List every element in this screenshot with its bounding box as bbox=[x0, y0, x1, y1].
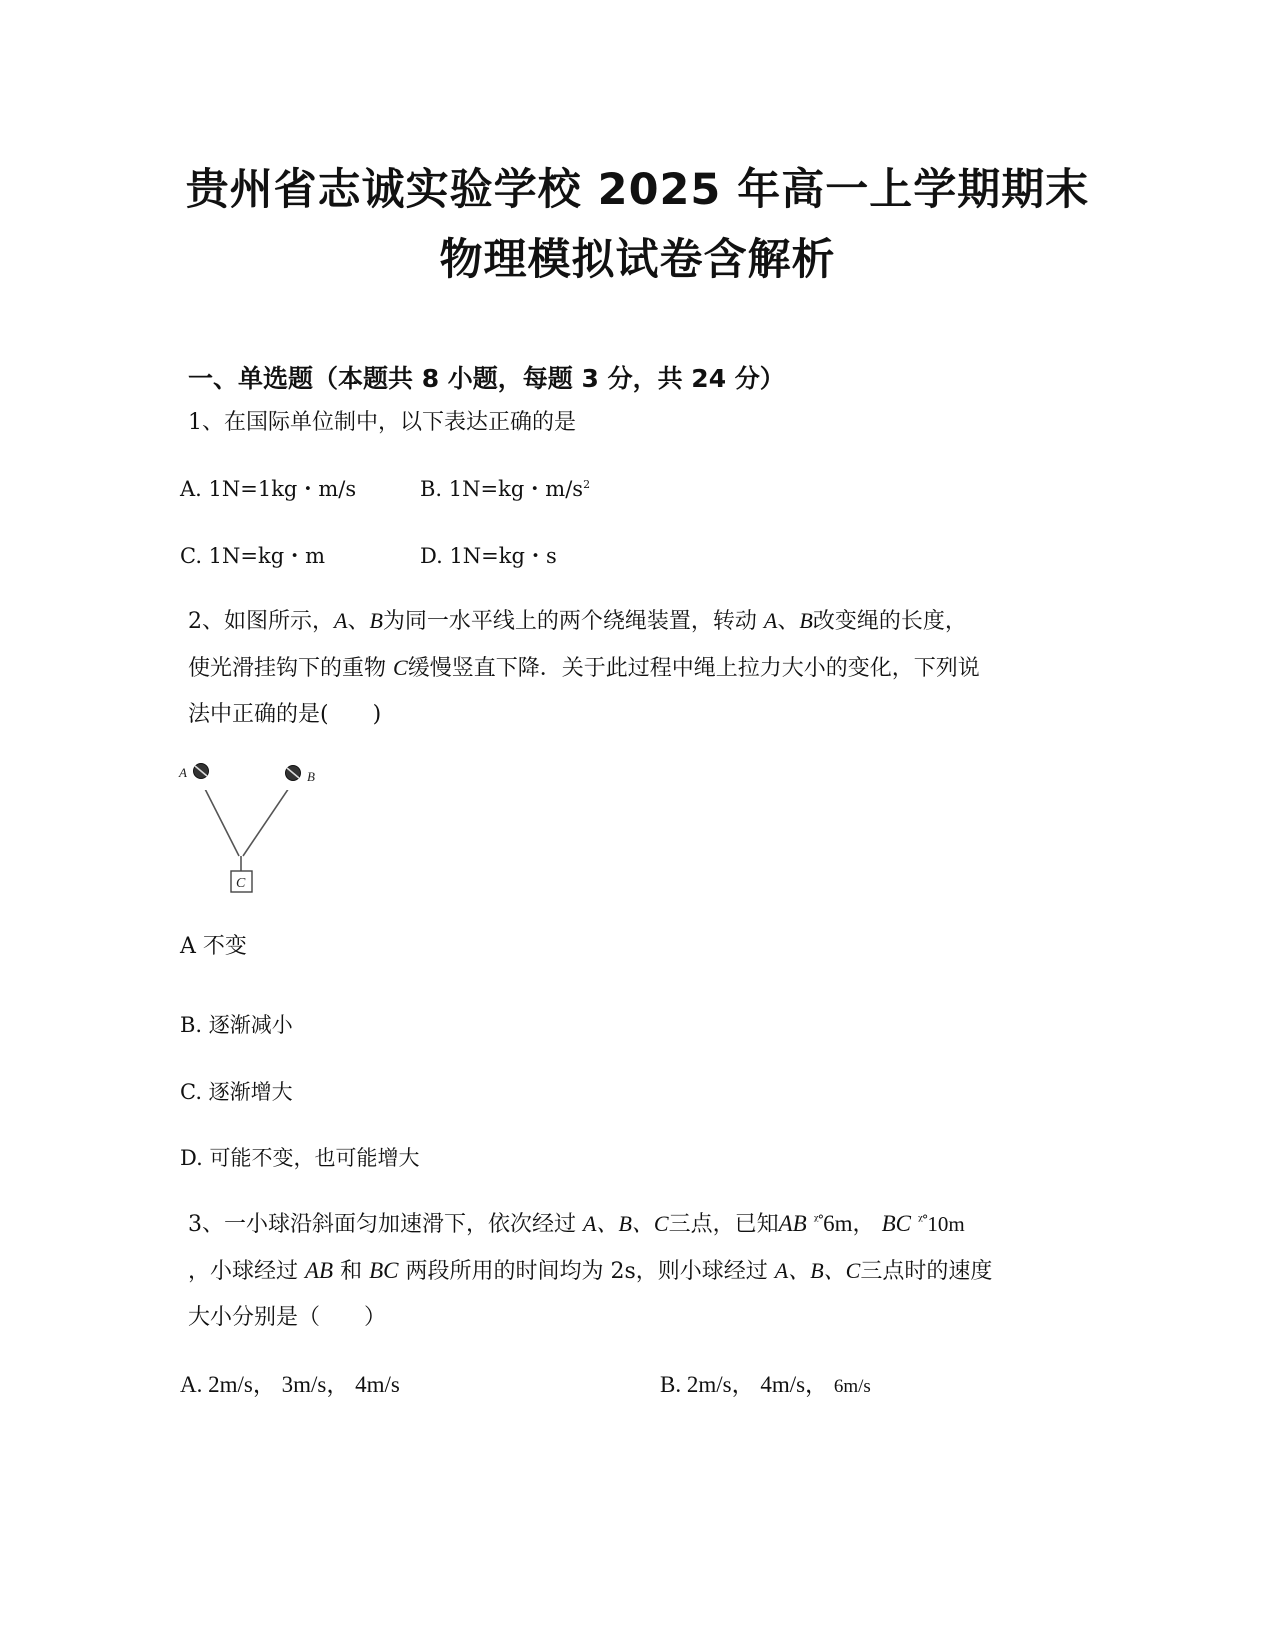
q2-var-a-2: A bbox=[763, 608, 778, 633]
q3-option-b-last: 6m/s bbox=[833, 1376, 871, 1397]
q2-sep-1: 、 bbox=[347, 609, 370, 634]
q3-ab-value: 6m bbox=[823, 1211, 853, 1236]
q1-option-a: A. 1N=1kg・m/s bbox=[180, 477, 357, 501]
q3-bc-value: 10m bbox=[927, 1212, 965, 1236]
q3-line2-post: 两段所用的时间均为 2s，则小球经过 bbox=[398, 1259, 775, 1284]
q1-option-b-text: B. 1N=kg・m/s bbox=[420, 477, 584, 501]
diagram-label-a: A bbox=[179, 765, 187, 780]
q3-bc: BC bbox=[881, 1211, 911, 1236]
q1-option-b bbox=[420, 473, 590, 503]
q2-stem-line-3: 法中正确的是( ) bbox=[188, 702, 382, 727]
document-title-line-1: 贵州省志诚实验学校 2025 年高一上学期期末 bbox=[185, 165, 1090, 215]
q2-line1-post: 改变绳的长度， bbox=[812, 609, 967, 634]
q2-option-d: D. 可能不变，也可能增大 bbox=[180, 1146, 420, 1170]
q2-option-a: A 不变 bbox=[180, 934, 247, 959]
q2-option-b: B. 逐渐减小 bbox=[180, 1013, 293, 1037]
q1-option-b-exponent: 2 bbox=[583, 478, 591, 491]
q2-line1-pre: 2、如图所示， bbox=[188, 609, 334, 634]
q3-stem-line-1 bbox=[188, 1207, 965, 1238]
q1-stem: 1、在国际单位制中，以下表达正确的是 bbox=[188, 410, 576, 435]
q3-option-b bbox=[660, 1366, 871, 1399]
q2-line2-post: 缓慢竖直下降．关于此过程中绳上拉力大小的变化，下列说 bbox=[407, 656, 980, 681]
q2-var-b: B bbox=[369, 608, 383, 633]
q3-comma: ， bbox=[852, 1212, 875, 1237]
reel-b-icon bbox=[286, 766, 301, 781]
q3-garble-1: ᵡ° bbox=[813, 1213, 824, 1228]
q3-garble-2: ᵡ° bbox=[917, 1213, 928, 1228]
q2-var-a: A bbox=[334, 608, 348, 633]
q3-vars-abc: A、B、C bbox=[583, 1211, 669, 1236]
q3-line2-tail: 三点时的速度 bbox=[860, 1259, 993, 1284]
diagram-label-c: C bbox=[236, 876, 246, 891]
q2-sep-2: 、 bbox=[777, 609, 800, 634]
q2-var-c: C bbox=[393, 655, 408, 680]
q2-line1-mid: 为同一水平线上的两个绕绳装置，转动 bbox=[382, 609, 764, 634]
q3-bc-2: BC bbox=[369, 1258, 399, 1283]
reel-a-icon bbox=[194, 764, 209, 779]
q3-stem-line-3: 大小分别是（ ） bbox=[188, 1305, 387, 1330]
q3-ab: AB bbox=[778, 1211, 807, 1236]
q3-line2-pre: ，小球经过 bbox=[188, 1259, 305, 1284]
section-heading: 一、单选题（本题共 8 小题，每题 3 分，共 24 分） bbox=[188, 364, 785, 393]
q3-option-b-main: B. 2m/s， 4m/s， bbox=[660, 1372, 829, 1397]
q3-option-a: A. 2m/s， 3m/s， 4m/s bbox=[180, 1372, 400, 1397]
q1-option-c: C. 1N=kg・m bbox=[180, 544, 326, 568]
q3-vars-abc-2: A、B、C bbox=[774, 1258, 861, 1283]
q2-stem-line-2 bbox=[188, 651, 980, 682]
q2-line2-pre: 使光滑挂钩下的重物 bbox=[188, 656, 393, 681]
q1-option-d: D. 1N=kg・s bbox=[420, 544, 557, 568]
q3-stem-line-2 bbox=[188, 1254, 992, 1285]
q3-line1-mid: 三点，已知 bbox=[668, 1212, 779, 1237]
q2-var-b-2: B bbox=[799, 608, 813, 633]
q3-line2-and: 和 bbox=[333, 1259, 370, 1284]
q3-ab-2: AB bbox=[305, 1258, 334, 1283]
q2-diagram-parts bbox=[175, 755, 335, 905]
diagram-label-b: B bbox=[307, 769, 315, 784]
q2-stem-line-1 bbox=[188, 604, 967, 635]
q3-line1-pre: 3、一小球沿斜面匀加速滑下，依次经过 bbox=[188, 1212, 583, 1237]
q2-option-c: C. 逐渐增大 bbox=[180, 1080, 293, 1104]
document-title-line-2: 物理模拟试卷含解析 bbox=[439, 235, 836, 285]
